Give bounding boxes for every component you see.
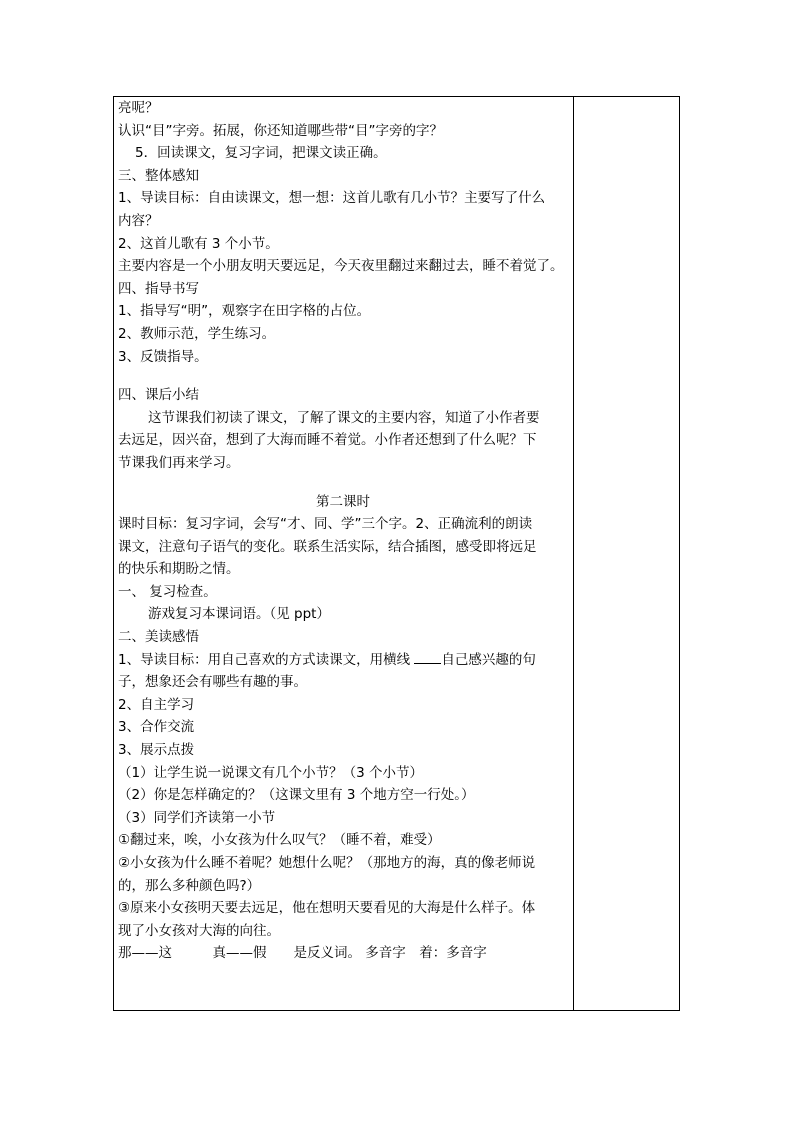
notes-column [574, 97, 679, 1010]
section-heading: 四、课后小结 [118, 387, 199, 404]
section-heading: 一、 复习检查。 [118, 583, 217, 600]
text-line: 去远足，因兴奋，想到了大海而睡不着觉。小作者还想到了什么呢？下 [118, 432, 537, 449]
text-line: ③原来小女孩明天要去远足，他在想明天要看见的大海是什么样子。体 [118, 900, 536, 917]
text-line: 游戏复习本课词语。（见 ppt） [148, 606, 330, 623]
text-line: 课时目标：复习字词，会写“才、同、学”三个字。2、正确流利的朗读 [118, 516, 533, 533]
text-line: 这节课我们初读了课文，了解了课文的主要内容，知道了小作者要 [148, 409, 540, 426]
text-line: 亮呢？ [118, 100, 159, 116]
text-line: 1、导读目标：自由读课文，想一想：这首儿歌有几小节？主要写了什么 [118, 190, 546, 207]
text-line: 节课我们再来学习。 [118, 454, 240, 471]
text-line: 子，想象还会有哪些有趣的事。 [118, 674, 307, 691]
text-line: （2）你是怎样确定的？（这课文里有 3 个地方空一行处。） [118, 787, 475, 804]
underline-blank [414, 650, 441, 664]
section-heading: 三、整体感知 [118, 167, 199, 184]
lesson-content [118, 97, 568, 965]
lesson-table [113, 96, 680, 1011]
text-line: ①翻过来，唉，小女孩为什么叹气？（睡不着，难受） [118, 832, 441, 849]
text-line: （1）让学生说一说课文有几个小节？（3 个小节） [118, 764, 423, 781]
text-line: 主要内容是一个小朋友明天要远足，今天夜里翻过来翻过去，睡不着觉了。 [118, 258, 564, 275]
text-line: 的快乐和期盼之情。 [118, 561, 240, 578]
text-line: 1、指导写“明”，观察字在田字格的占位。 [118, 303, 371, 320]
text-line: 的，那么多种颜色吗?） [118, 877, 261, 894]
text-segment: 自己感兴趣的句 [441, 651, 536, 668]
text-line: 内容？ [118, 212, 159, 229]
text-line: （3）同学们齐读第一小节 [118, 809, 276, 826]
text-line [118, 649, 568, 672]
text-line: 2、自主学习 [118, 696, 195, 713]
text-line: 认识“目”字旁。拓展，你还知道哪些带“目”字旁的字？ [118, 122, 443, 139]
text-line: 现了小女孩对大海的向往。 [118, 922, 280, 939]
text-segment: 1、导读目标：用自己喜欢的方式读课文，用横线 [118, 651, 411, 668]
text-line: 3、合作交流 [118, 719, 195, 736]
text-line: 2、这首儿歌有 3 个小节。 [118, 235, 279, 252]
text-line: 课文，注意句子语气的变化。联系生活实际，结合插图，感受即将远足 [118, 538, 537, 555]
text-line: 2、教师示范，学生练习。 [118, 325, 276, 342]
text-line: 5．回读课文，复习字词，把课文读正确。 [135, 145, 387, 162]
text-line: 那——这 真——假 是反义词。 多音字 着：多音字 [118, 945, 487, 962]
section-heading: 二、美读感悟 [118, 629, 199, 646]
text-line: 3、反馈指导。 [118, 348, 208, 365]
text-line: 3、展示点拨 [118, 742, 195, 759]
text-line: ②小女孩为什么睡不着呢？她想什么呢？（那地方的海，真的像老师说 [118, 855, 536, 871]
section-heading: 四、指导书写 [118, 280, 199, 297]
lesson-subtitle: 第二课时 [316, 493, 370, 510]
